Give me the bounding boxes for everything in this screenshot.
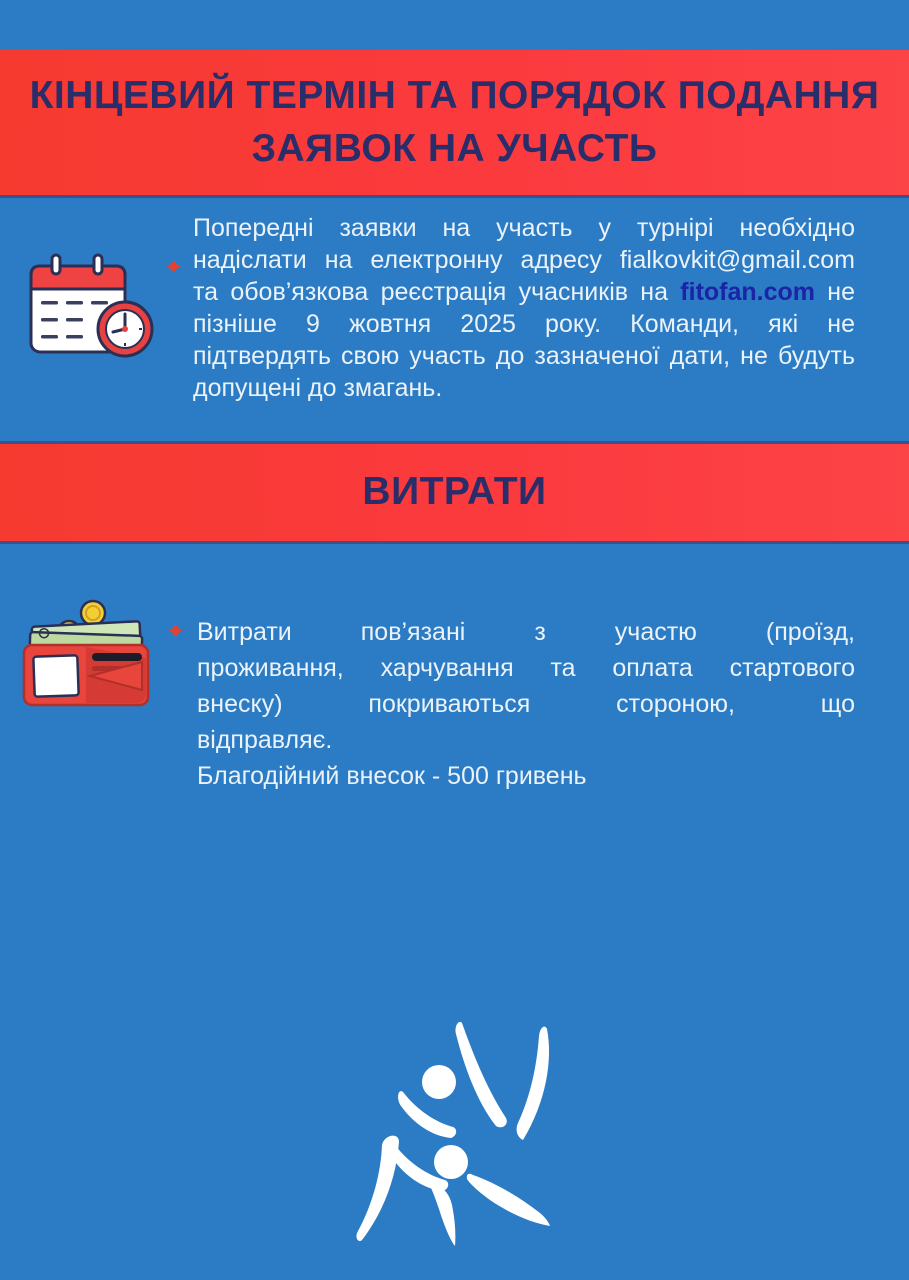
- deadline-paragraph: [193, 212, 855, 404]
- costs-line-5: Благодійний внесок - 500 гривень: [197, 762, 587, 790]
- diamond-bullet-icon: ✦: [164, 254, 184, 280]
- deadline-line-4: пізніше 9 жовтня 2025 року. Команди, які не: [193, 310, 855, 338]
- deadline-line-5: підтвердять свою участь до зазначеної дати, не будуть: [193, 342, 855, 370]
- diamond-bullet-icon: ✦: [166, 618, 186, 644]
- costs-line-1: Витрати пов’язані з участю (проїзд,: [197, 618, 855, 646]
- deadline-line-6: допущені до змагань.: [193, 374, 443, 402]
- deadline-line-2: надіслати на електронну адресу fialkovkit@gmail.com: [193, 246, 855, 274]
- deadline-title-line2: ЗАЯВОК НА УЧАСТЬ: [251, 126, 658, 170]
- deadline-line-3: [193, 276, 855, 308]
- costs-line-4: відправляє.: [197, 726, 333, 754]
- deadline-line-3-tail: не: [827, 278, 855, 306]
- wallet-money-icon: [20, 598, 152, 715]
- costs-title: ВИТРАТИ: [362, 470, 547, 514]
- deadline-banner: [0, 50, 909, 198]
- calendar-clock-icon: [26, 252, 154, 365]
- deadline-line-1: Попередні заявки на участь у турнірі необхідно: [193, 214, 855, 242]
- costs-line-2: проживання, харчування та оплата стартового: [197, 654, 855, 682]
- fitofan-link[interactable]: fitofan.com: [680, 278, 816, 306]
- deadline-line-3-text: та обов’язкова реєстрація учасників на: [193, 278, 669, 306]
- costs-banner: [0, 441, 909, 544]
- judo-figures-logo: [315, 1012, 615, 1272]
- costs-line-3: внеску) покриваються стороною, що: [197, 690, 855, 718]
- deadline-title-line1: КІНЦЕВИЙ ТЕРМІН ТА ПОРЯДОК ПОДАННЯ: [29, 73, 880, 117]
- costs-paragraph: [197, 614, 855, 794]
